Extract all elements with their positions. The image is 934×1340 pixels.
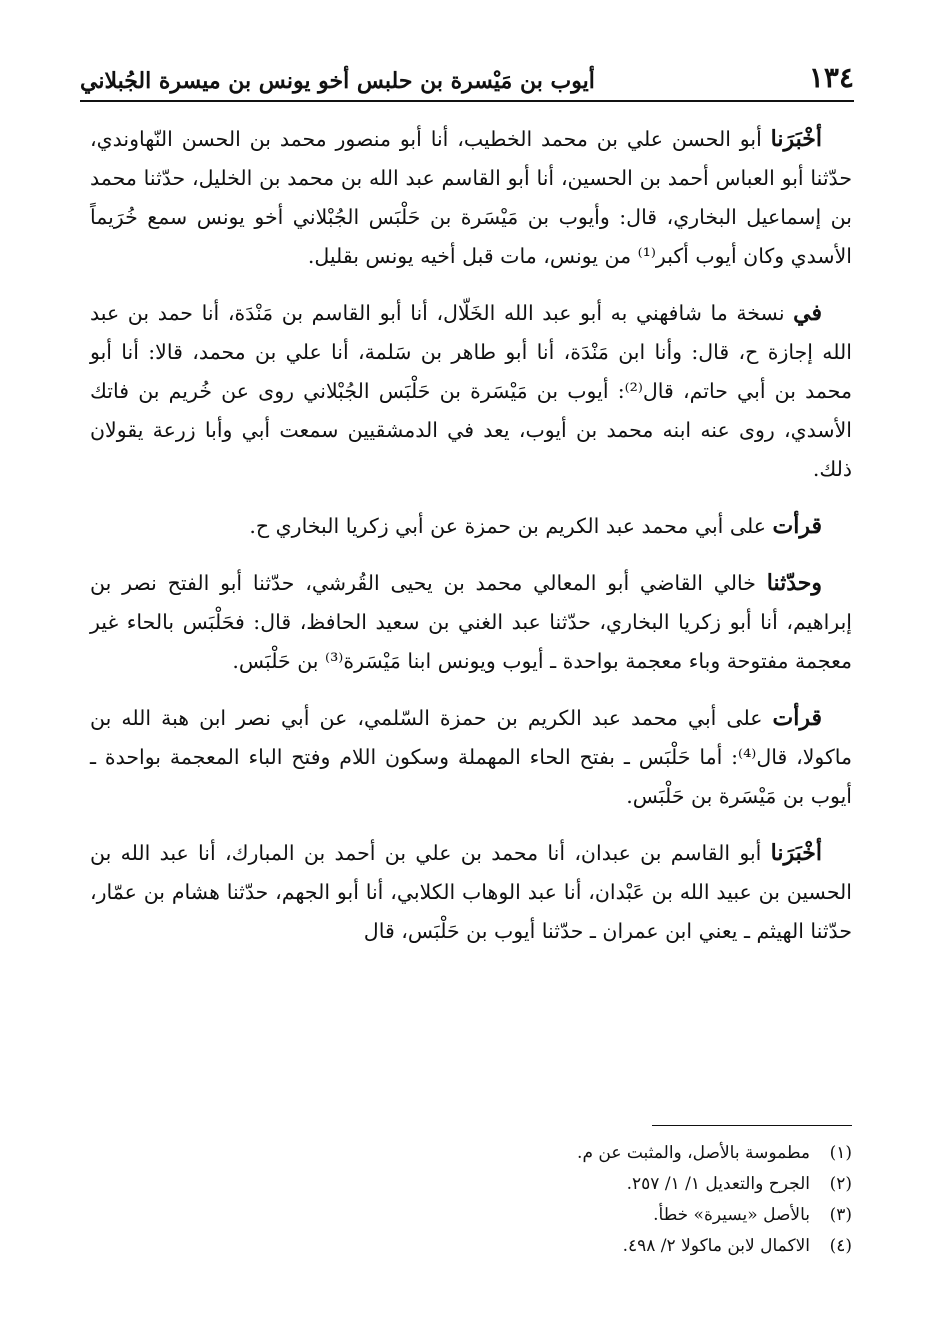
footnote-text: مطموسة بالأصل، والمثبت عن م. <box>577 1143 810 1163</box>
footnote-number: (٣) <box>829 1205 852 1225</box>
paragraph-text: خالي القاضي أبو المعالي محمد بن يحيى القُرشي، حدّثنا أبو الفتح نصر بن إبراهيم، أنا أبو زكريا البخاري، حدّثنا عبد الغني بن سعيد الحافظ، قال: فحَلْبَس بالحاء غير معجمة مفتوحة وباء معجمة بواحدة ـ أيوب ويونس ابنا مَيْسَرة⁽³⁾ بن حَلْبَس. <box>90 571 852 673</box>
paragraph-text: على أبي محمد عبد الكريم بن حمزة عن أبي زكريا البخاري ح. <box>249 514 773 538</box>
footnote <box>82 1138 852 1169</box>
paragraph-text: أبو القاسم بن عبدان، أنا محمد بن علي بن أحمد بن المبارك، أنا عبد الله بن الحسين بن عبيد الله بن عَبْدان، أنا عبد الوهاب الكلابي، أنا أبو الجهم، حدّثنا هشام بن عمّار، حدّثنا الهيثم ـ يعني ابن عمران ـ حدّثنا أيوب بن حَلْبَس، قال <box>90 841 852 943</box>
paragraph-lead: في <box>793 300 822 326</box>
paragraph-lead: قرأت <box>772 705 822 731</box>
paragraph-lead: أخْبَرَنا <box>770 840 822 866</box>
paragraph <box>90 507 852 546</box>
footnote-number: (٢) <box>829 1174 852 1194</box>
paragraph-text: أبو الحسن علي بن محمد الخطيب، أنا أبو منصور محمد بن الحسن النّهاوندي، حدّثنا أبو العباس أحمد بن الحسين، أنا أبو القاسم عبد الله بن محمد بن الخليل، حدّثنا محمد بن إسماعيل البخاري، قال: وأيوب بن مَيْسَرة بن حَلْبَس الجُبْلاني أخو يونس سمع خُرَيماً الأسدي وكان أيوب أكبر⁽¹⁾ من يونس، مات قبل أخيه يونس بقليل. <box>90 127 852 268</box>
footnote-text: الاكمال لابن ماكولا ٢/ ٤٩٨. <box>622 1236 810 1256</box>
footnote <box>82 1231 852 1262</box>
footnote-divider <box>652 1125 852 1126</box>
footnote-number: (١) <box>829 1143 852 1163</box>
footnote <box>82 1200 852 1231</box>
paragraph-lead: أخْبَرَنا <box>770 126 822 152</box>
footnote <box>82 1169 852 1200</box>
footnotes <box>82 1138 852 1262</box>
paragraph-lead: قرأت <box>772 513 822 539</box>
running-title: أيوب بن مَيْسرة بن حلبس أخو يونس بن ميسرة الجُبلاني <box>80 68 595 94</box>
running-header <box>80 56 854 102</box>
footnote-text: بالأصل «يسيرة» خطأ. <box>653 1205 810 1225</box>
paragraph <box>90 120 852 276</box>
paragraph-text: نسخة ما شافهني به أبو عبد الله الخَلّال، أنا أبو القاسم بن مَنْدَة، أنا حمد بن عبد الله إجازة ح، قال: وأنا ابن مَنْدَة، أنا أبو طاهر بن سَلمة، أنا علي بن محمد، قالا: أنا أبو محمد بن أبي حاتم، قال⁽²⁾: أيوب بن مَيْسَرة بن حَلْبَس الجُبْلاني روى عن خُريم بن فاتك الأسدي، روى عنه ابنه محمد بن أيوب، يعد في الدمشقيين سمعت أبي وأبا زرعة يقولان ذلك. <box>90 301 852 481</box>
paragraph <box>90 294 852 489</box>
paragraph-text: على أبي محمد عبد الكريم بن حمزة السّلمي، عن أبي نصر ابن هبة الله بن ماكولا، قال⁽⁴⁾: أما حَلْبَس ـ بفتح الحاء المهملة وسكون اللام وفتح الباء المعجمة بواحدة ـ أيوب بن مَيْسَرة بن حَلْبَس. <box>90 706 852 808</box>
paragraph-lead: وحدّثنا <box>766 570 822 596</box>
main-text <box>90 120 852 969</box>
paragraph <box>90 564 852 681</box>
page-number: ١٣٤ <box>808 61 854 94</box>
footnote-number: (٤) <box>829 1236 852 1256</box>
paragraph <box>90 834 852 951</box>
paragraph <box>90 699 852 816</box>
footnote-text: الجرح والتعديل ١/ ١/ ٢٥٧. <box>626 1174 810 1194</box>
